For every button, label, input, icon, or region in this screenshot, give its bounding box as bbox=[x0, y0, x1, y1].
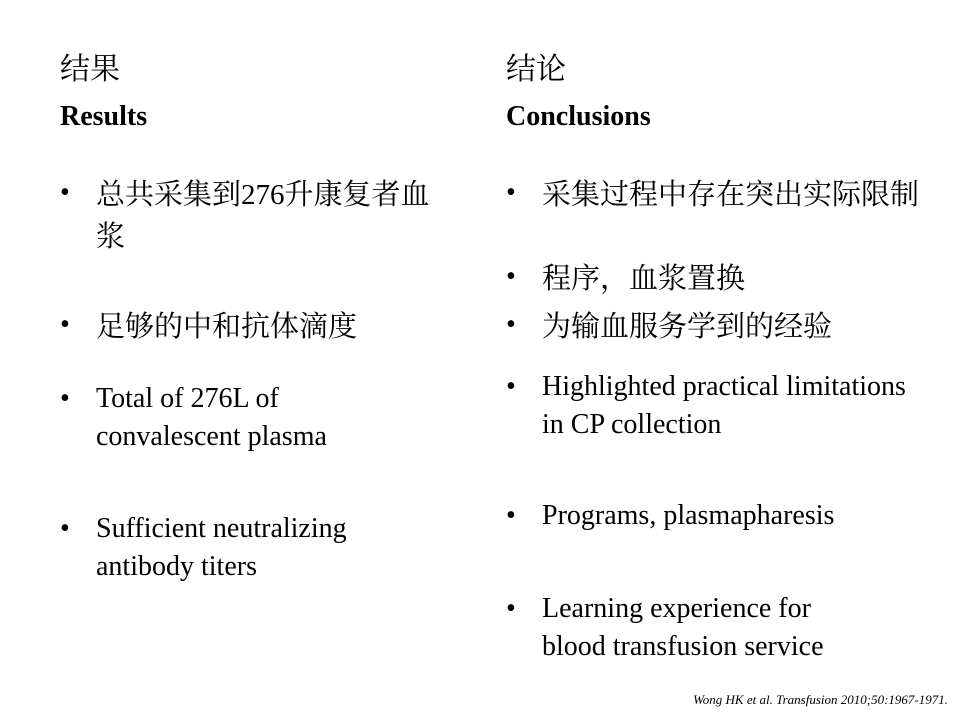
conclusions-bullet-3-text: 为输血服务学到的经验 bbox=[542, 311, 833, 343]
results-bullet-3 bbox=[60, 380, 390, 456]
results-bullet-4-text: Sufficient neutralizing antibody titers bbox=[96, 513, 347, 582]
conclusions-bullet-5-text: Programs, plasmapharesis bbox=[542, 500, 835, 531]
bullet-icon: • bbox=[506, 177, 516, 208]
conclusions-bullet-2 bbox=[506, 258, 926, 300]
conclusions-heading-cn: 结论 bbox=[506, 53, 566, 86]
conclusions-bullet-2-text: 程序，血浆置换 bbox=[542, 263, 746, 295]
conclusions-bullet-1 bbox=[506, 174, 926, 216]
results-bullet-4 bbox=[60, 510, 420, 586]
bullet-icon: • bbox=[60, 383, 70, 414]
conclusions-bullet-5 bbox=[506, 497, 926, 535]
conclusions-heading-en: Conclusions bbox=[506, 101, 651, 132]
bullet-icon: • bbox=[60, 513, 70, 544]
conclusions-bullet-4-text: Highlighted practical limitations in CP collection bbox=[542, 371, 906, 440]
bullet-icon: • bbox=[506, 309, 516, 340]
bullet-icon: • bbox=[60, 309, 70, 340]
conclusions-bullet-1-text: 采集过程中存在突出实际限制 bbox=[542, 179, 920, 211]
results-bullet-1 bbox=[60, 174, 440, 258]
bullet-icon: • bbox=[60, 177, 70, 208]
bullet-icon: • bbox=[506, 261, 516, 292]
bullet-icon: • bbox=[506, 500, 516, 531]
results-bullet-2-text: 足够的中和抗体滴度 bbox=[96, 311, 358, 343]
results-heading-cn: 结果 bbox=[60, 53, 120, 86]
conclusions-bullet-3 bbox=[506, 306, 926, 348]
results-heading-en: Results bbox=[60, 101, 148, 132]
bullet-icon: • bbox=[506, 593, 516, 624]
conclusions-bullet-6-text: Learning experience for blood transfusion service bbox=[542, 593, 824, 662]
results-bullet-2 bbox=[60, 306, 440, 348]
conclusions-bullet-4 bbox=[506, 368, 926, 444]
citation: Wong HK et al. Transfusion 2010;50:1967-1971. bbox=[693, 692, 948, 707]
bullet-icon: • bbox=[506, 371, 516, 402]
results-bullet-1-text: 总共采集到276升康复者血浆 bbox=[96, 179, 430, 253]
conclusions-bullet-6 bbox=[506, 590, 866, 666]
results-bullet-3-text: Total of 276L of convalescent plasma bbox=[96, 383, 327, 452]
